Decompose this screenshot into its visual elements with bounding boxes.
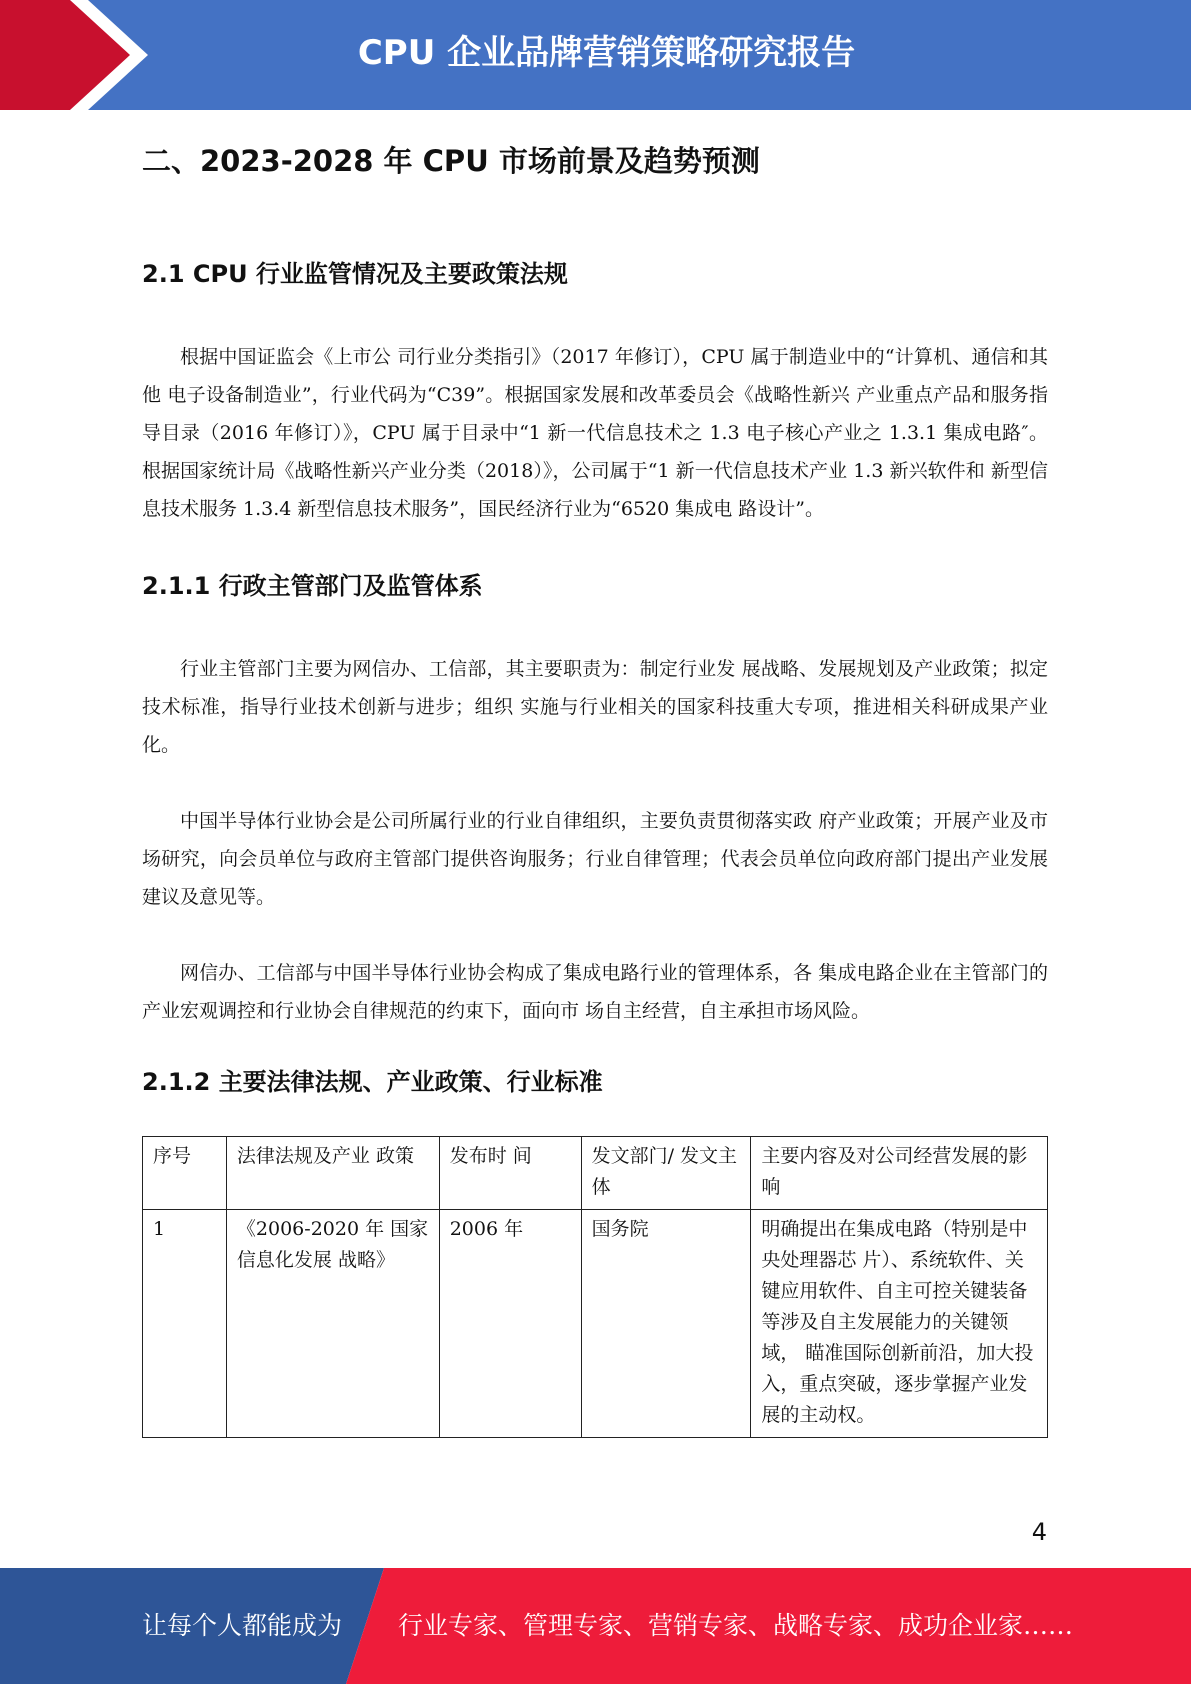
table-cell: 明确提出在集成电路（特别是中央处理器芯 片）、系统软件、关键应用软件、自主可控关键装备等涉及自主发展能力的关键领域， 瞄准国际创新前沿，加大投入，重点突破，逐步掌握产业发展的主动权。 xyxy=(751,1210,1048,1438)
table-row xyxy=(143,1210,1048,1438)
table-header-cell: 法律法规及产业 政策 xyxy=(226,1137,439,1210)
table-cell: 《2006-2020 年 国家信息化发展 战略》 xyxy=(226,1210,439,1438)
subsection-title-2-1-2: 2.1.2 主要法律法规、产业政策、行业标准 xyxy=(142,1068,603,1096)
footer-slogan-right: 行业专家、管理专家、营销专家、战略专家、成功企业家…… xyxy=(398,1611,1074,1640)
table-header-row xyxy=(143,1137,1048,1210)
page-content xyxy=(142,138,1048,1438)
subsection-title-2-1-1: 2.1.1 行政主管部门及监管体系 xyxy=(142,572,483,600)
table-header-cell: 发文部门/ 发文主体 xyxy=(581,1137,751,1210)
paragraph-2-1-1-a: 行业主管部门主要为网信办、工信部，其主要职责为：制定行业发 展战略、发展规划及产业政策；拟定技术标准，指导行业技术创新与进步；组织 实施与行业相关的国家科技重大专项，推进相关科研成果产业化。 xyxy=(142,658,1048,756)
paragraph-2-1: 根据中国证监会《上市公 司行业分类指引》（2017 年修订），CPU 属于制造业中的“计算机、通信和其他 电子设备制造业”，行业代码为“C39”。根据国家发展和改革委员会《战略性新兴 产业重点产品和服务指导目录（2016 年修订）》，CPU 属于目录中“1 新一代信息技术之 1.3 电子核心产业之 1.3.1 集成电路″。根据国家统计局《战略性新兴产业分类（2018）》，公司属于“1 新一代信息技术产业 1.3 新兴软件和 新型信息技术服务 1.3.4 新型信息技术服务”，国民经济行业为“6520 集成电 路设计”。 xyxy=(142,346,1048,520)
paragraph-2-1-1-c: 网信办、工信部与中国半导体行业协会构成了集成电路行业的管理体系，各 集成电路企业在主管部门的产业宏观调控和行业协会自律规范的约束下，面向市 场自主经营，自主承担市场风险。 xyxy=(142,962,1048,1022)
table-cell: 2006 年 xyxy=(439,1210,581,1438)
page-header xyxy=(0,0,1191,110)
table-cell: 国务院 xyxy=(581,1210,751,1438)
table-header-cell: 主要内容及对公司经营发展的影响 xyxy=(751,1137,1048,1210)
page-footer xyxy=(0,1568,1191,1684)
paragraph-2-1-1-b: 中国半导体行业协会是公司所属行业的行业自律组织，主要负责贯彻落实政 府产业政策；开展产业及市场研究，向会员单位与政府主管部门提供咨询服务；行业自律管理；代表会员单位向政府部门提出产业发展建议及意见等。 xyxy=(142,810,1048,908)
regulations-table xyxy=(142,1136,1048,1438)
page-number: 4 xyxy=(1031,1518,1047,1546)
section-title: 二、2023-2028 年 CPU 市场前景及趋势预测 xyxy=(142,144,760,178)
footer-slogan-left: 让每个人都能成为 xyxy=(142,1611,343,1640)
table-cell: 1 xyxy=(143,1210,227,1438)
subsection-title-2-1: 2.1 CPU 行业监管情况及主要政策法规 xyxy=(142,260,568,288)
table-header-cell: 序号 xyxy=(143,1137,227,1210)
table-header-cell: 发布时 间 xyxy=(439,1137,581,1210)
report-title: CPU 企业品牌营销策略研究报告 xyxy=(357,33,856,73)
